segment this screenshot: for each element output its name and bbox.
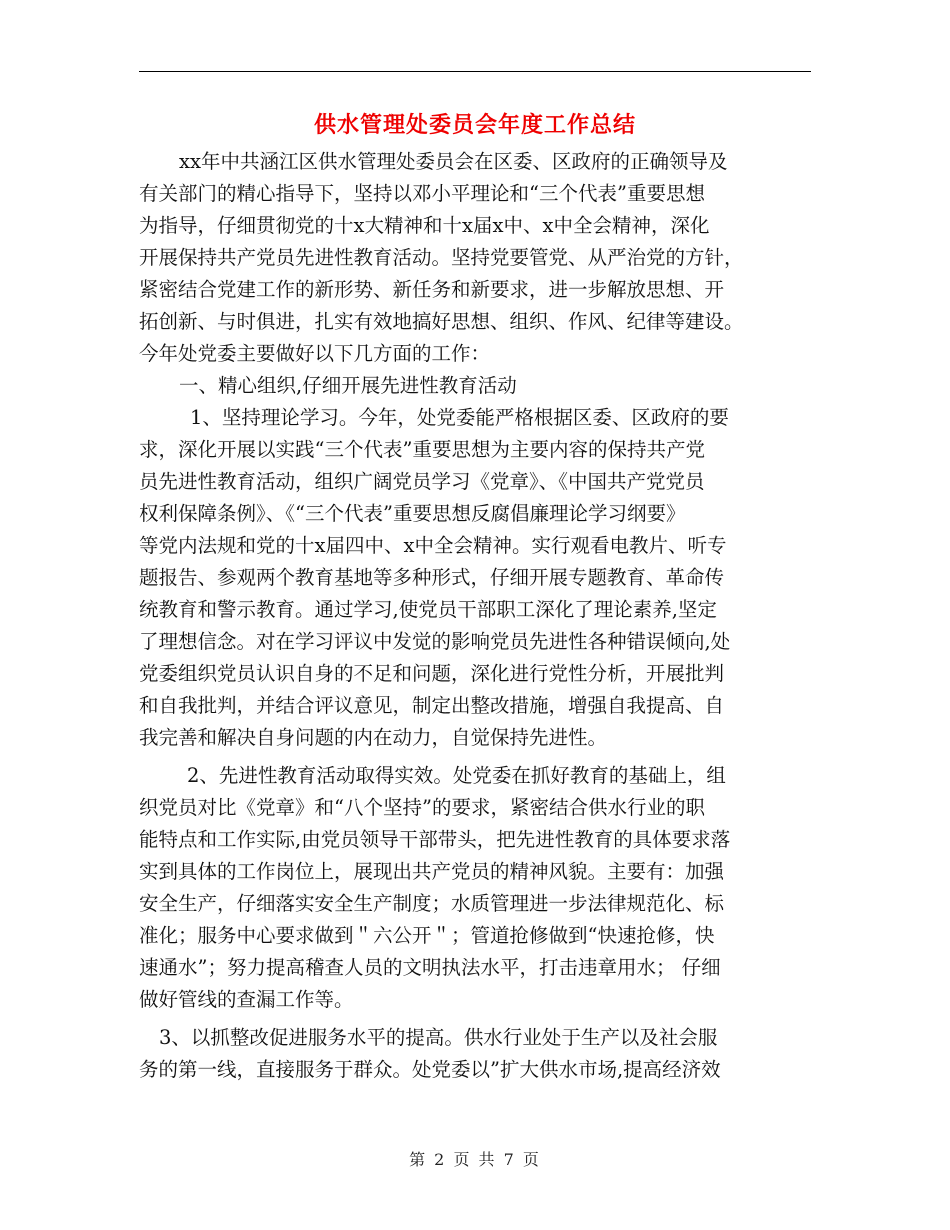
body-line: 开展保持共产党员先进性教育活动。坚持党要管党、从严治党的方针， (139, 246, 744, 269)
body-line: 党委组织党员认识自身的不足和问题，深化进行党性分析，开展批判 (139, 662, 725, 685)
body-line: 求，深化开展以实践“三个代表”重要思想为主要内容的保持共产党 (139, 438, 705, 461)
body-line: 2、先进性教育活动取得实效。处党委在抓好教育的基础上，组 (187, 764, 726, 787)
body-line: 织党员对比《党章》和“八个坚持”的要求，紧密结合供水行业的职 (139, 796, 705, 819)
header-rule (139, 71, 811, 72)
body-line: 了理想信念。对在学习评议中发觉的影响党员先进性各种错误倾向,处 (139, 630, 731, 653)
body-line: 紧密结合党建工作的新形势、新任务和新要求，进一步解放思想、开 (139, 278, 725, 301)
body-line: 我完善和解决自身问题的内在动力，自觉保持先进性。 (139, 726, 608, 749)
document-body (139, 146, 811, 1086)
body-line: 3、以抓整改促进服务水平的提高。供水行业处于生产以及社会服 (159, 1026, 718, 1049)
document-title: 供水管理处委员会年度工作总结 (313, 113, 636, 138)
body-line: 为指导，仔细贯彻党的十x大精神和十x届x中、x中全会精神，深化 (139, 214, 710, 237)
body-line: 准化；服务中心要求做到＂六公开＂；管道抢修做到“快速抢修，快 (139, 924, 715, 947)
body-line: 员先进性教育活动，组织广阔党员学习《党章》、《中国共产党党员 (139, 470, 705, 493)
body-line: 实到具体的工作岗位上，展现出共产党员的精神风貌。主要有：加强 (139, 860, 725, 883)
body-line: 能特点和工作实际,由党员领导干部带头，把先进性教育的具体要求落 (139, 828, 731, 851)
body-line: 统教育和警示教育。通过学习,使党员干部职工深化了理论素养,坚定 (139, 598, 717, 621)
body-line: 题报告、参观两个教育基地等多种形式，仔细开展专题教育、革命传 (139, 566, 725, 589)
body-line: 速通水”；努力提高稽查人员的文明执法水平，打击违章用水； 仔细 (139, 956, 721, 979)
body-line: 权利保障条例》、《“三个代表”重要思想反腐倡廉理论学习纲要》 (139, 502, 686, 525)
body-line: 安全生产，仔细落实安全生产制度；水质管理进一步法律规范化、标 (139, 892, 725, 915)
body-line: 今年处党委主要做好以下几方面的工作： (139, 342, 491, 365)
body-line: 有关部门的精心指导下，坚持以邓小平理论和“三个代表”重要思想 (139, 182, 705, 205)
body-line: 拓创新、与时俱进，扎实有效地搞好思想、组织、作风、纪律等建设。 (139, 310, 744, 333)
body-line: 和自我批判，并结合评议意见，制定出整改措施，增强自我提高、自 (139, 694, 725, 717)
section-heading: 一、精心组织,仔细开展先进性教育活动 (179, 374, 517, 397)
body-line: 等党内法规和党的十x届四中、x中全会精神。实行观看电教片、听专 (139, 534, 727, 557)
body-line: 1、坚持理论学习。今年，处党委能严格根据区委、区政府的要 (190, 406, 729, 429)
body-line: 务的第一线，直接服务于群众。处党委以”扩大供水市场,提高经济效 (139, 1058, 721, 1081)
body-line: xx年中共涵江区供水管理处委员会在区委、区政府的正确领导及 (179, 150, 728, 173)
page-number: 第 2 页 共 7 页 (409, 1150, 541, 1169)
body-line: 做好管线的查漏工作等。 (139, 988, 354, 1011)
